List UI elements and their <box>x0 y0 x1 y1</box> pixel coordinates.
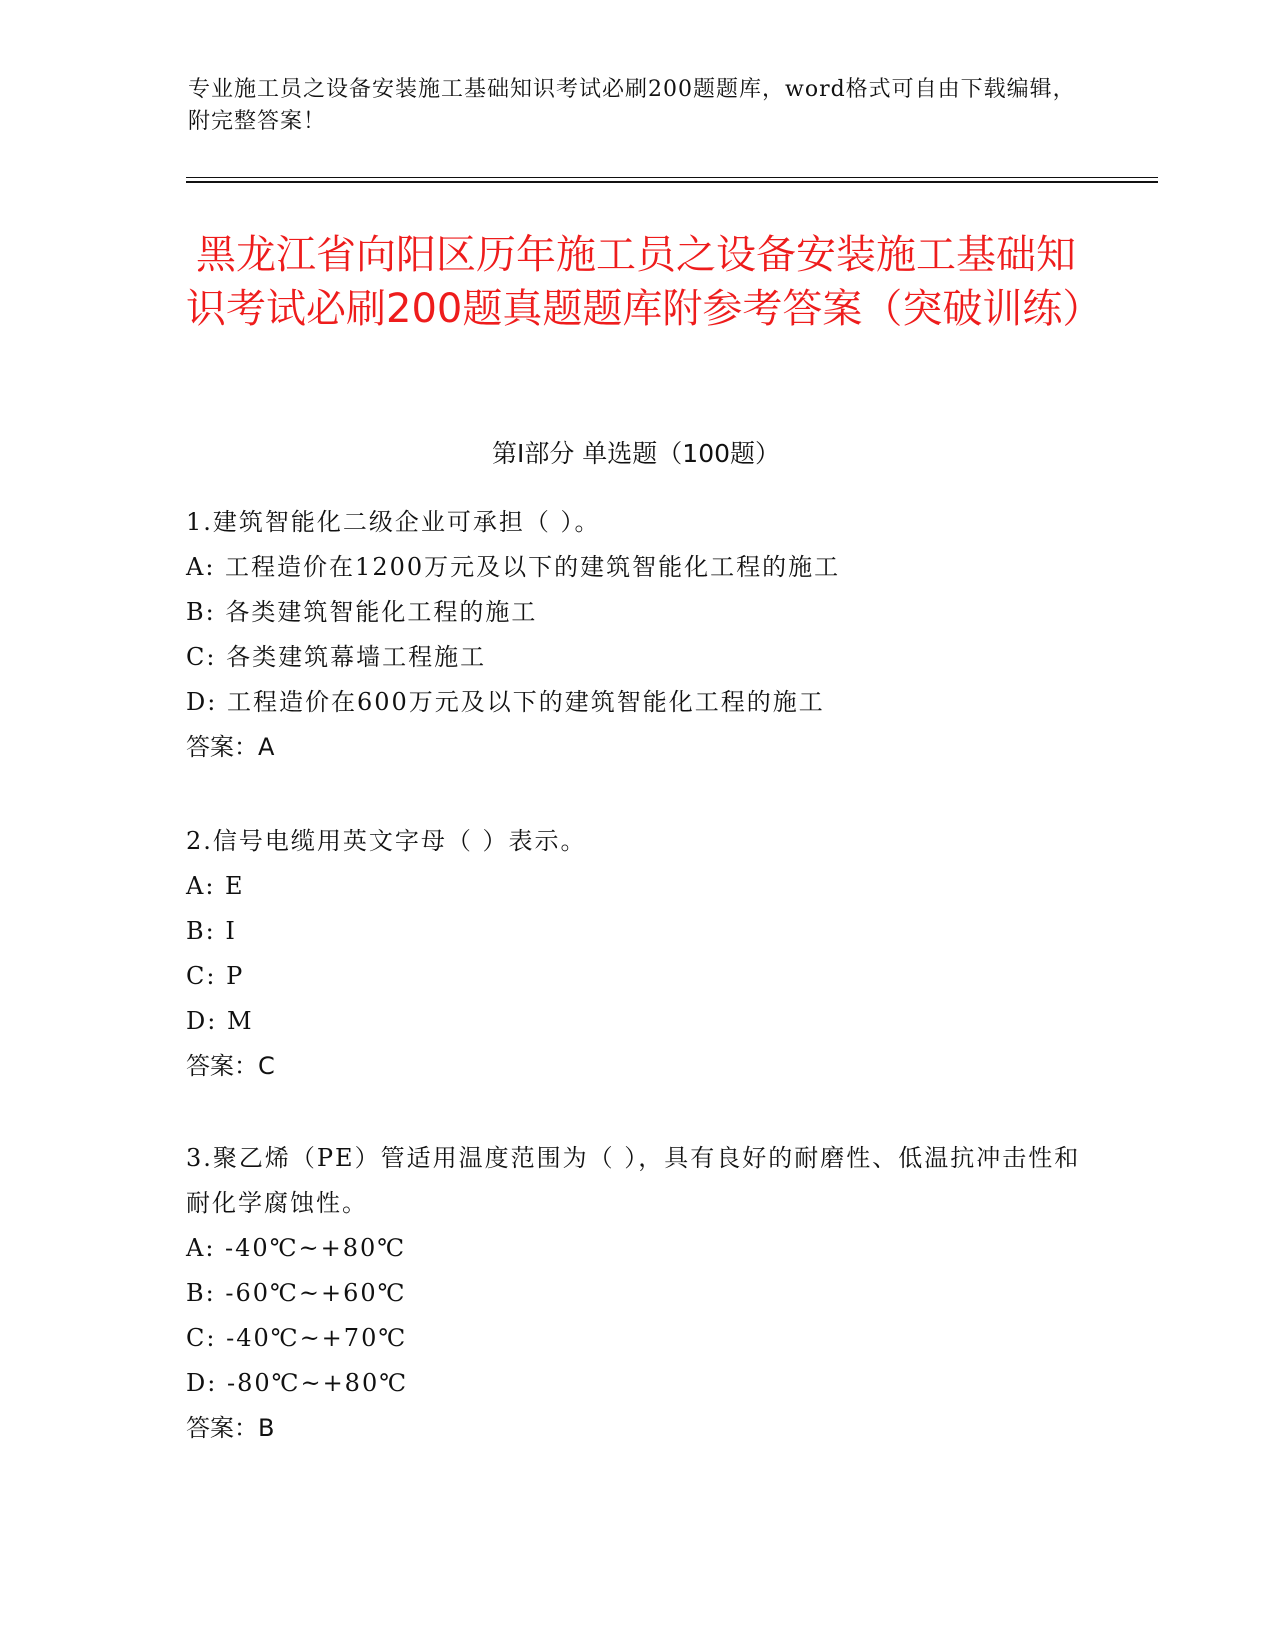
question-stem: 3.聚乙烯（PE）管适用温度范围为（ ），具有良好的耐磨性、低温抗冲击性和耐化学腐蚀性。 <box>186 1144 1081 1217</box>
question-3 <box>186 1136 1086 1451</box>
question-2 <box>186 819 1086 1089</box>
header-note: 专业施工员之设备安装施工基础知识考试必刷200题题库，word格式可自由下载编辑，附完整答案！ <box>188 77 1076 134</box>
answer-label: 答案：C <box>186 1052 275 1080</box>
option-a: A: -40℃~+80℃ <box>186 1234 407 1262</box>
option-b: B: -60℃~+60℃ <box>186 1279 407 1307</box>
answer-label: 答案：B <box>186 1414 275 1442</box>
question-stem: 2.信号电缆用英文字母（ ）表示。 <box>186 827 587 855</box>
option-d: D: -80℃~+80℃ <box>186 1369 409 1397</box>
option-b: B: I <box>186 917 237 945</box>
answer-label: 答案：A <box>186 733 275 761</box>
option-b: B: 各类建筑智能化工程的施工 <box>186 598 538 626</box>
section-title: 第I部分 单选题（100题） <box>491 439 781 468</box>
question-stem: 1.建筑智能化二级企业可承担（ ）。 <box>186 508 601 536</box>
option-a: A: 工程造价在1200万元及以下的建筑智能化工程的施工 <box>186 553 841 581</box>
option-d: D: 工程造价在600万元及以下的建筑智能化工程的施工 <box>186 688 825 716</box>
option-d: D: M <box>186 1007 254 1035</box>
option-c: C: 各类建筑幕墙工程施工 <box>186 643 487 671</box>
header-divider-thin <box>186 177 1158 178</box>
header-divider-thick <box>186 181 1158 183</box>
document-title: 黑龙江省向阳区历年施工员之设备安装施工基础知识考试必刷200题真题题库附参考答案（突破训练） <box>186 232 1103 332</box>
option-c: C: -40℃~+70℃ <box>186 1324 408 1352</box>
option-c: C: P <box>186 962 245 990</box>
question-1 <box>186 500 1086 770</box>
option-a: A: E <box>186 872 245 900</box>
